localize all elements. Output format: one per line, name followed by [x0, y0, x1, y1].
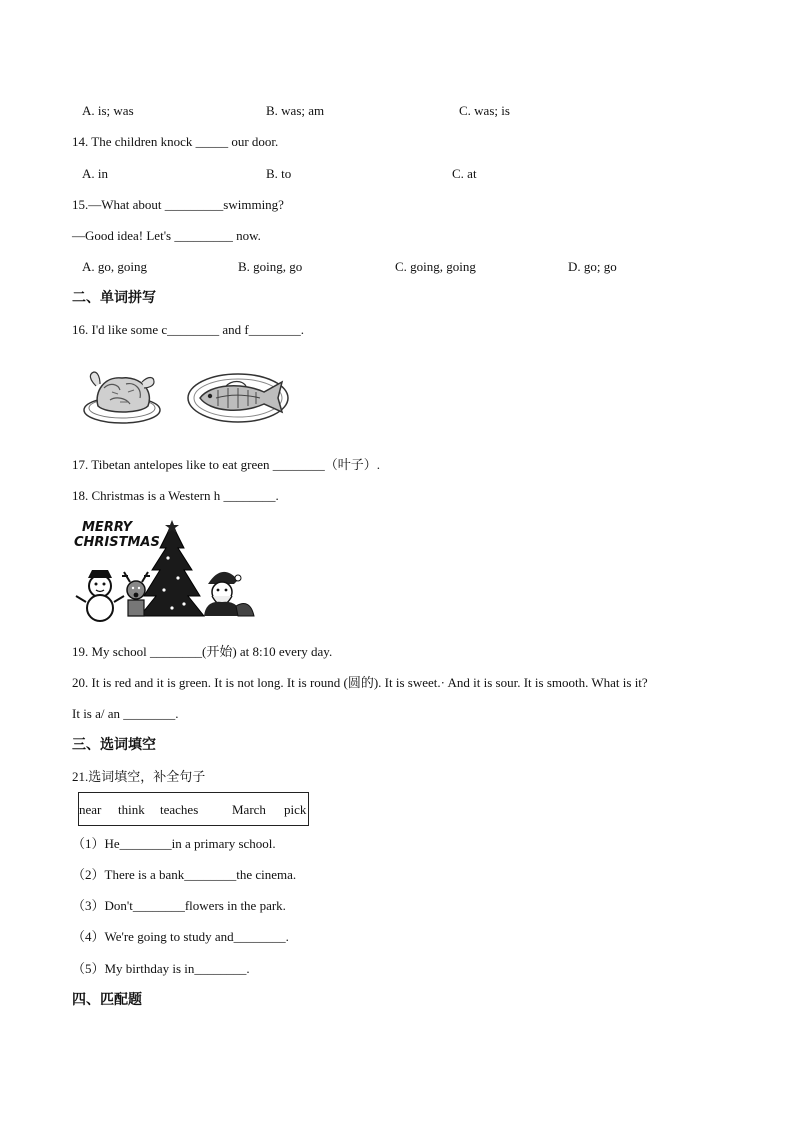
word-bank-item: March — [232, 802, 266, 817]
roast-chicken-image — [82, 368, 164, 426]
logo-line-1: MERRY — [82, 520, 133, 535]
section-2-heading: 二、单词拼写 — [72, 290, 156, 306]
q14-option-a: A. in — [82, 166, 108, 181]
word-bank-item: teaches — [160, 802, 199, 817]
cooked-fish-image — [186, 368, 292, 426]
q14-option-c: C. at — [452, 166, 477, 181]
merry-christmas-logo — [74, 520, 160, 550]
q21-item-2: （2）There is a bank________the cinema. — [72, 867, 297, 882]
q21-item-5: （5）My birthday is in________. — [72, 961, 250, 976]
q21-item-3: （3）Don't________flowers in the park. — [72, 898, 286, 913]
q13-option-c: C. was; is — [459, 103, 510, 118]
q15-option-d: D. go; go — [568, 259, 617, 274]
q13-option-b: B. was; am — [266, 103, 325, 118]
word-bank-item: pick — [284, 802, 307, 817]
word-bank-box — [78, 792, 309, 826]
q14-question: 14. The children knock _____ our door. — [72, 134, 279, 149]
q20-line-1: 20. It is red and it is green. It is not long. It is round (圆的). It is sweet.· And it is sour. It is smooth. What is it? — [72, 675, 648, 690]
section-4-heading: 四、匹配题 — [72, 992, 142, 1008]
q18-question: 18. Christmas is a Western h ________. — [72, 488, 279, 503]
section-3-heading: 三、选词填空 — [72, 737, 156, 753]
christmas-image — [72, 518, 258, 622]
q15-line-2: —Good idea! Let's _________ now. — [72, 228, 261, 243]
q15-option-a: A. go, going — [82, 259, 147, 274]
word-bank-item: think — [118, 802, 145, 817]
word-bank-item: near — [79, 802, 102, 817]
q20-line-2: It is a/ an ________. — [72, 706, 179, 721]
q21-item-4: （4）We're going to study and________. — [72, 929, 289, 944]
q15-option-b: B. going, go — [238, 259, 303, 274]
q14-option-b: B. to — [266, 166, 292, 181]
q16-question: 16. I'd like some c________ and f________. — [72, 322, 304, 337]
q19-question: 19. My school ________(开始) at 8:10 every day. — [72, 644, 333, 659]
q15-line-1: 15.—What about _________swimming? — [72, 197, 284, 212]
q15-option-c: C. going, going — [395, 259, 476, 274]
logo-line-2: CHRISTMAS — [74, 535, 160, 550]
q21-item-1: （1）He________in a primary school. — [72, 836, 276, 851]
q13-option-a: A. is; was — [82, 103, 134, 118]
q21-instruction: 21.选词填空，补全句子 — [72, 769, 206, 784]
q17-question: 17. Tibetan antelopes like to eat green ________（叶子）. — [72, 457, 380, 472]
